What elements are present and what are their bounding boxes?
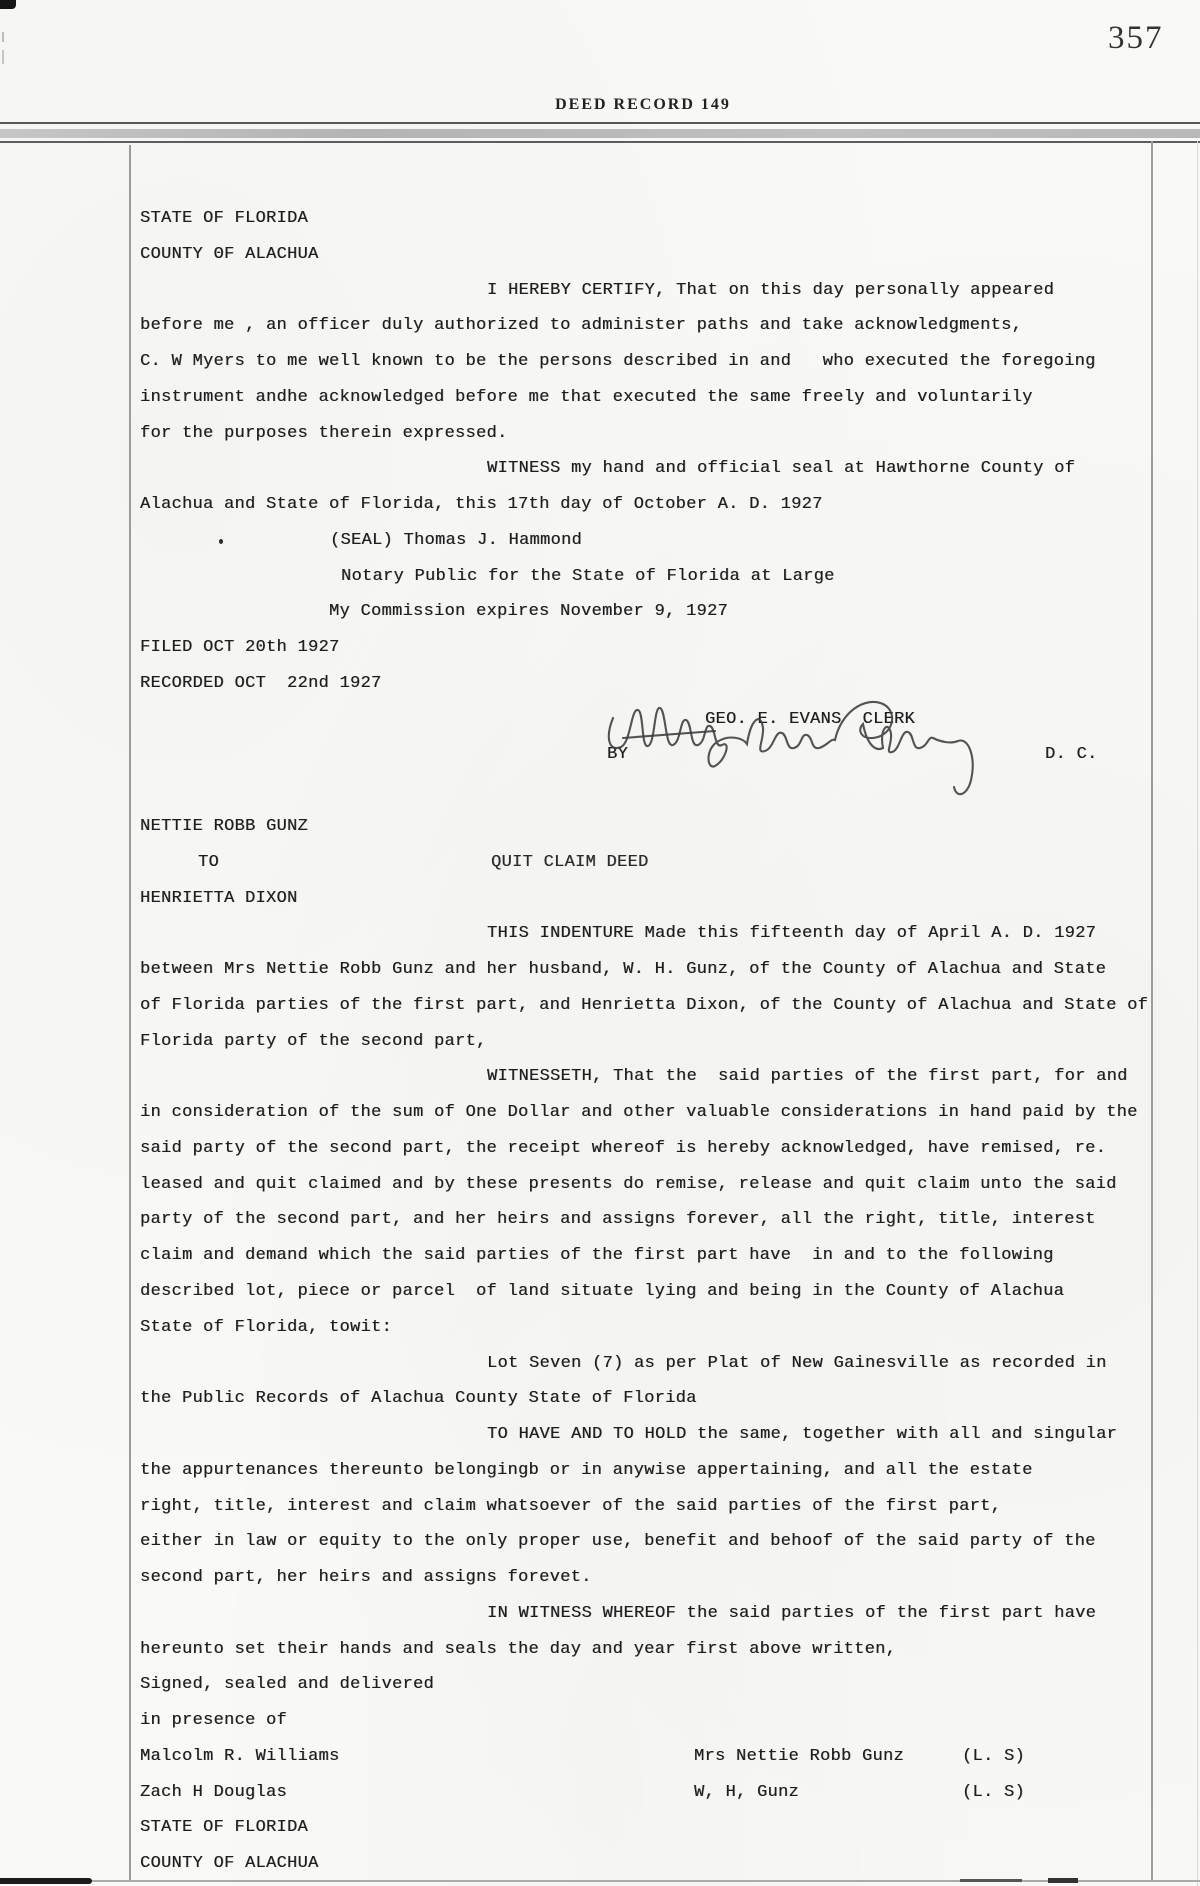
deed-text-line: Florida party of the second part, — [140, 1031, 487, 1051]
deed-text-line: C. W Myers to me well known to be the persons described in and who executed the foregoing — [140, 352, 1096, 372]
deed-text-line: party of the second part, and her heirs and assigns forever, all the right, title, interest — [140, 1210, 1096, 1230]
volume-header-title: DEED RECORD 149 — [555, 96, 731, 113]
deed-text-line: COUNTY ΘF ALACHUA — [140, 244, 319, 264]
deputy-clerk-label: D. C. — [1045, 745, 1098, 765]
deed-text-line: State of Florida, towit: — [140, 1317, 393, 1337]
deed-text-line: described lot, piece or parcel of land situate lying and being in the County of Alachua — [140, 1281, 1065, 1301]
page-number: 357 — [1108, 20, 1164, 56]
deed-title: QUIT CLAIM DEED — [491, 852, 649, 872]
scan-edge-tick — [2, 32, 4, 42]
clerk-deputy-signature-scrawl — [595, 688, 995, 818]
header-rule-band — [0, 129, 1200, 138]
deed-text-line: instrument andhe acknowledged before me that executed the same freely and voluntarily — [140, 387, 1033, 407]
deed-text-line: between Mrs Nettie Robb Gunz and her husband, W. H. Gunz, of the County of Alachua and State — [140, 960, 1107, 980]
deed-text-line: in presence of — [140, 1711, 288, 1731]
deed-text-line: IN WITNESS WHEREOF the said parties of the first part have — [487, 1603, 1097, 1623]
deed-text-line: for the purposes therein expressed. — [140, 423, 508, 443]
witness-name: Zach H Douglas — [140, 1782, 288, 1802]
deed-text-line: RECORDED OCT 22nd 1927 — [140, 673, 382, 693]
scan-edge-tick — [2, 50, 4, 64]
signature-line — [0, 1739, 1200, 1775]
deed-text-line: WITNESS my hand and official seal at Hawthorne County of — [487, 459, 1076, 479]
deed-text-line: GEO. E. EVANS CLERK — [705, 709, 916, 729]
deed-text-line: leased and quit claimed and by these presents do remise, release and quit claim unto the said — [140, 1174, 1117, 1194]
header-rule-bottom — [0, 141, 1200, 143]
deed-text-line: TO HAVE AND TO HOLD the same, together with all and singular — [487, 1425, 1118, 1445]
deed-text-line: claim and demand which the said parties of the first part have in and to the following — [140, 1246, 1054, 1266]
film-edge-mark — [0, 0, 16, 9]
locus-sigilli-mark: (L. S) — [962, 1746, 1026, 1766]
deed-text-line: hereunto set their hands and seals the day and year first above written, — [140, 1639, 897, 1659]
deed-text-line: in consideration of the sum of One Dollar and other valuable considerations in hand paid by the — [140, 1103, 1138, 1123]
header-rule-top — [0, 122, 1200, 124]
witness-name: Malcolm R. Williams — [140, 1746, 340, 1766]
deed-text-line: My Commission expires November 9, 1927 — [329, 602, 729, 622]
deed-text-line: of Florida parties of the first part, and Henrietta Dixon, of the County of Alachua and State of — [140, 995, 1149, 1015]
deed-caption-line — [0, 845, 1200, 881]
deed-text-line: COUNTY OF ALACHUA — [140, 1854, 319, 1874]
deed-text-line: said party of the second part, the receipt whereof is hereby acknowledged, have remised, re. — [140, 1138, 1107, 1158]
deed-text-line: Alachua and State of Florida, this 17th day of October A. D. 1927 — [140, 495, 823, 515]
deed-text-line: the Public Records of Alachua County State of Florida — [140, 1389, 697, 1409]
to-label: TO — [198, 852, 220, 872]
deed-text-body — [0, 201, 1200, 1882]
deed-text-line: WITNESSETH, That the said parties of the first part, for and — [487, 1067, 1128, 1087]
deed-text-line: NETTIE ROBB GUNZ — [140, 817, 309, 837]
deed-text-line: before me , an officer duly authorized to administer paths and take acknowledgments, — [140, 316, 1023, 336]
signature-line — [0, 1775, 1200, 1811]
deed-text-line: STATE OF FLORIDA — [140, 1818, 309, 1838]
deed-text-line: HENRIETTA DIXON — [140, 888, 298, 908]
deed-text-line: Signed, sealed and delivered — [140, 1675, 435, 1695]
deed-text-line: right, title, interest and claim whatsoever of the said parties of the first part, — [140, 1496, 1002, 1516]
deed-text-line: STATE OF FLORIDA — [140, 209, 309, 228]
deed-text-line: the appurtenances thereunto belongingb or in anywise appertaining, and all the estate — [140, 1460, 1033, 1480]
deed-text-line: (SEAL) Thomas J. Hammond — [0, 523, 1200, 559]
signer-name: Mrs Nettie Robb Gunz — [694, 1746, 905, 1766]
signer-name: W, H, Gunz — [694, 1782, 800, 1802]
deed-text-line: Notary Public for the State of Florida at Large — [341, 566, 835, 586]
deed-text-line: second part, her heirs and assigns forevet. — [140, 1568, 592, 1588]
deed-text-line: Lot Seven (7) as per Plat of New Gainesville as recorded in — [487, 1353, 1107, 1373]
locus-sigilli-mark: (L. S) — [962, 1782, 1026, 1802]
deed-text-line: I HEREBY CERTIFY, That on this day personally appeared — [487, 280, 1055, 300]
deed-text-line: FILED OCT 20th 1927 — [140, 638, 340, 658]
deed-text-line: THIS INDENTURE Made this fifteenth day of April A. D. 1927 — [487, 924, 1097, 944]
deed-text-line: either in law or equity to the only proper use, benefit and behoof of the said party of the — [140, 1532, 1096, 1552]
by-label: BY — [607, 745, 629, 765]
